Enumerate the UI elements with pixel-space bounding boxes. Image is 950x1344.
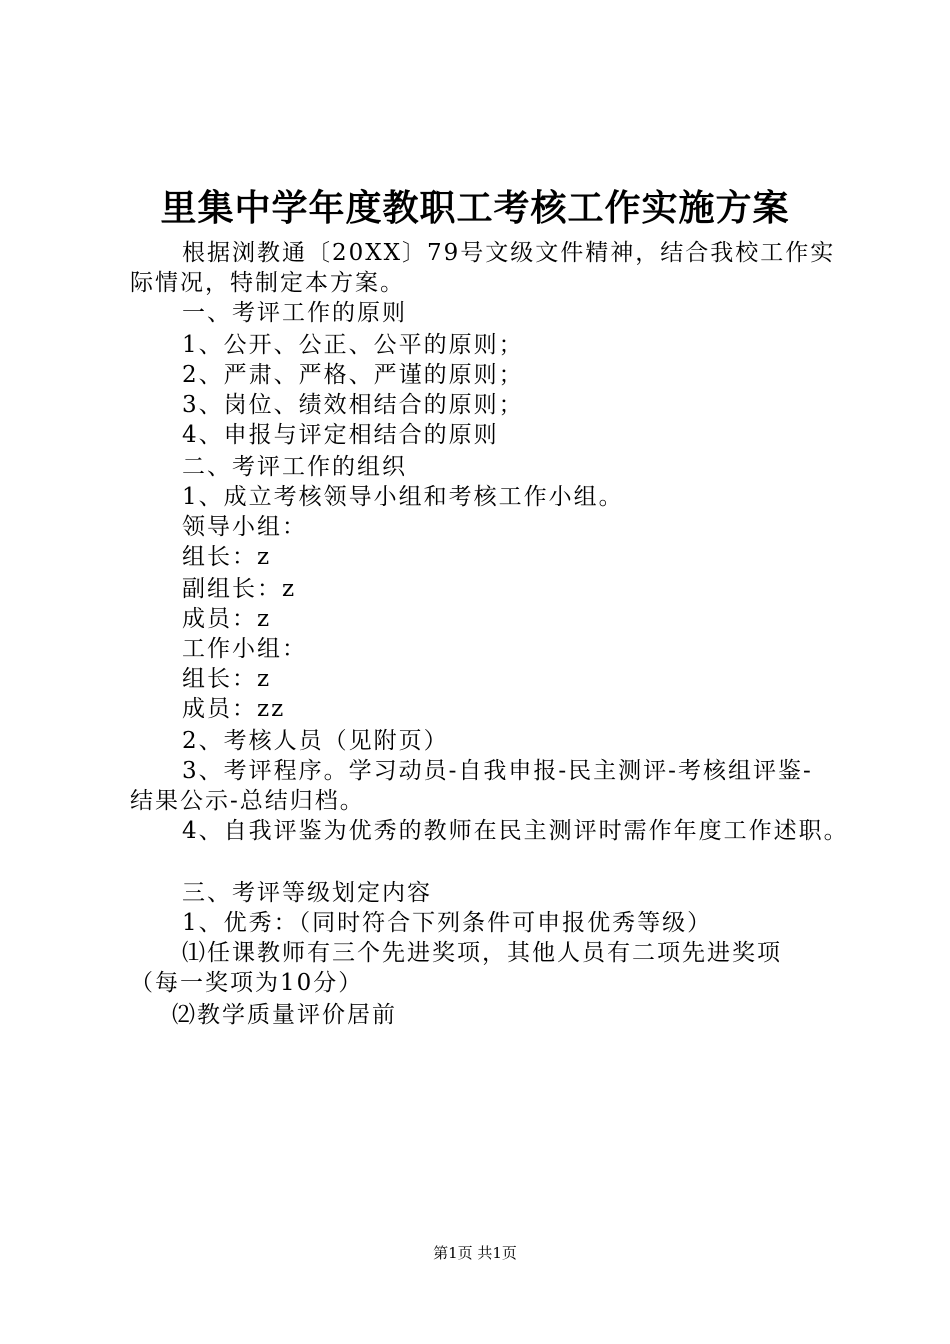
list-item: 1、优秀：（同时符合下列条件可申报优秀等级） (182, 910, 713, 936)
list-item: ⑴任课教师有三个先进奖项，其他人员有二项先进奖项 (182, 940, 782, 966)
list-item: 2、考核人员（见附页） (182, 728, 449, 754)
list-item: 4、自我评鉴为优秀的教师在民主测评时需作年度工作述职。 (182, 818, 849, 844)
list-item: 4、申报与评定相结合的原则 (182, 422, 499, 448)
paragraph-line: 结果公示-总结归档。 (130, 788, 365, 814)
paragraph-line: 副组长：z (182, 576, 297, 602)
page-footer: 第1页 共1页 (433, 1244, 517, 1262)
list-item: 2、严肃、严格、严谨的原则； (182, 362, 524, 388)
section-heading: 一、考评工作的原则 (182, 300, 407, 326)
paragraph-line: 组长：z (182, 666, 272, 692)
list-item: 3、岗位、绩效相结合的原则； (182, 392, 524, 418)
list-item: 1、公开、公正、公平的原则； (182, 332, 524, 358)
paragraph-line: 工作小组： (182, 636, 307, 662)
list-item: 3、考评程序。学习动员-自我申报-民主测评-考核组评鉴- (182, 758, 813, 784)
paragraph-line: 际情况，特制定本方案。 (130, 270, 405, 296)
list-item: 1、成立考核领导小组和考核工作小组。 (182, 484, 624, 510)
paragraph-line: （每一奖项为10分） (130, 970, 364, 996)
paragraph-line: 成员：zz (182, 696, 286, 722)
section-heading: 三、考评等级划定内容 (182, 880, 432, 906)
paragraph-line: 领导小组： (182, 514, 307, 540)
section-heading: 二、考评工作的组织 (182, 454, 407, 480)
paragraph-line: 根据浏教通〔20XX〕79号文级文件精神，结合我校工作实 (182, 240, 836, 266)
document-title: 里集中学年度教职工考核工作实施方案 (160, 188, 790, 229)
paragraph-line: 成员：z (182, 606, 272, 632)
list-item: ⑵教学质量评价居前 (172, 1002, 397, 1028)
paragraph-line: 组长：z (182, 544, 272, 570)
